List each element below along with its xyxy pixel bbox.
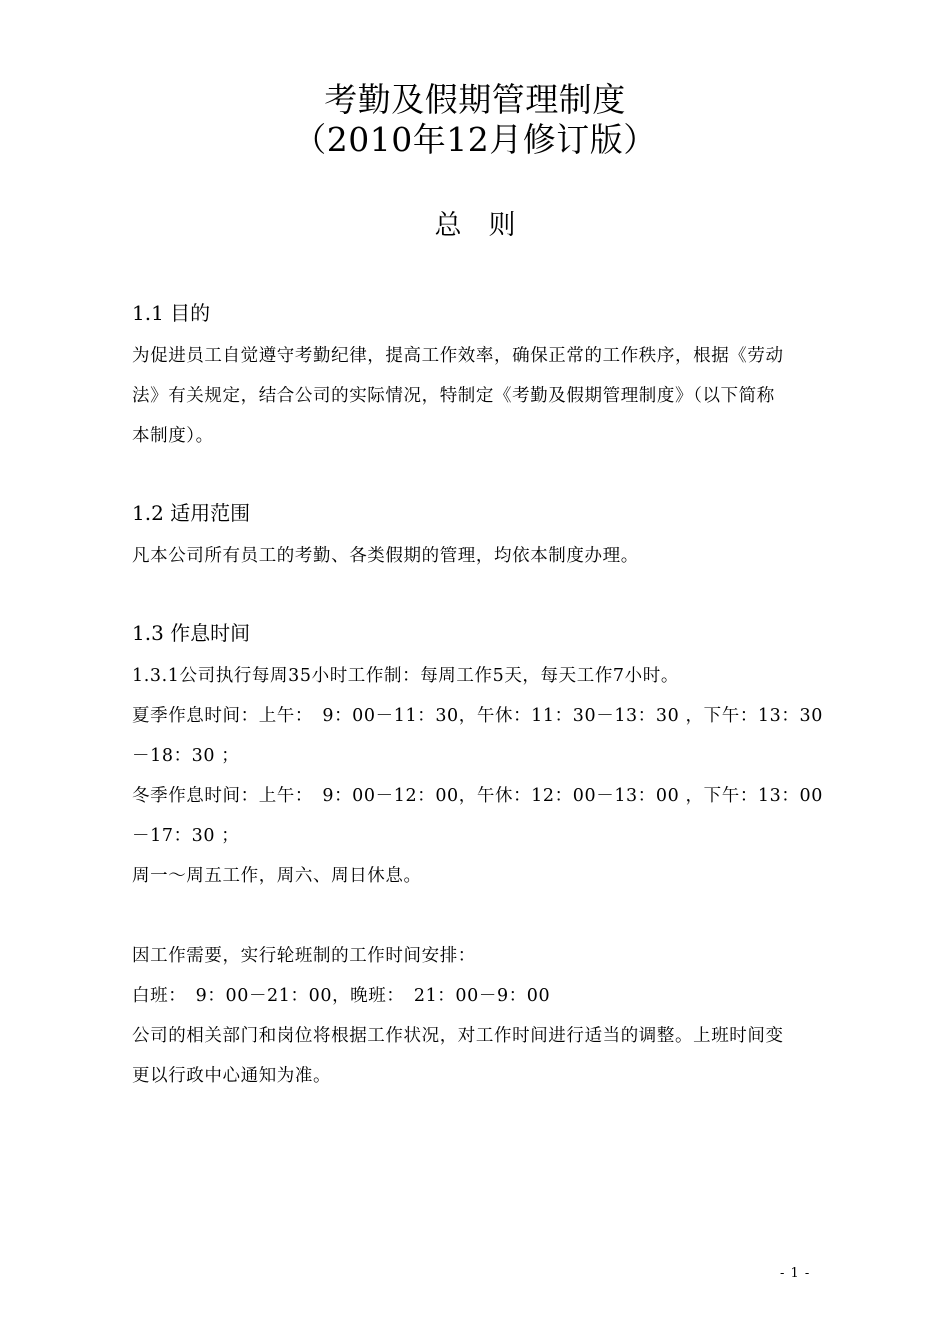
paragraph-line: 冬季作息时间：上午： 9：00－12：00，午休：12：00－13：00 ，下午：13：00: [132, 786, 823, 806]
paragraph-line: 法》有关规定，结合公司的实际情况，特制定《考勤及假期管理制度》（以下简称: [132, 386, 775, 406]
paragraph-line: 为促进员工自觉遵守考勤纪律，提高工作效率，确保正常的工作秩序，根据《劳动: [132, 346, 784, 366]
paragraph-line: 因工作需要，实行轮班制的工作时间安排：: [132, 946, 476, 966]
paragraph-line: 凡本公司所有员工的考勤、各类假期的管理，均依本制度办理。: [132, 546, 639, 566]
paragraph-line: －17：30 ；: [132, 826, 240, 846]
paragraph-line: 公司的相关部门和岗位将根据工作状况，对工作时间进行适当的调整。上班时间变: [132, 1026, 784, 1046]
document-subtitle: （2010年12月修订版）: [293, 120, 657, 159]
document-title: 考勤及假期管理制度: [324, 80, 626, 119]
paragraph-line: －18：30 ；: [132, 746, 240, 766]
page-number: - 1 -: [780, 1266, 811, 1281]
paragraph-line: 白班： 9：00－21：00，晚班： 21：00－9：00: [132, 986, 551, 1006]
paragraph-line: 更以行政中心通知为准。: [132, 1066, 332, 1086]
heading-1-3: 1.3 作息时间: [132, 621, 251, 645]
paragraph-line: 本制度）。: [132, 426, 214, 446]
paragraph-line: 夏季作息时间：上午： 9：00－11：30，午休：11：30－13：30 ，下午：13：30: [132, 706, 823, 726]
paragraph-line: 1.3.1公司执行每周35小时工作制：每周工作5天，每天工作7小时。: [132, 666, 679, 686]
paragraph-line: 周一～周五工作，周六、周日休息。: [132, 866, 422, 886]
heading-1-2: 1.2 适用范围: [132, 501, 251, 525]
heading-1-1: 1.1 目的: [132, 301, 211, 325]
section-title: 总 则: [434, 210, 516, 241]
